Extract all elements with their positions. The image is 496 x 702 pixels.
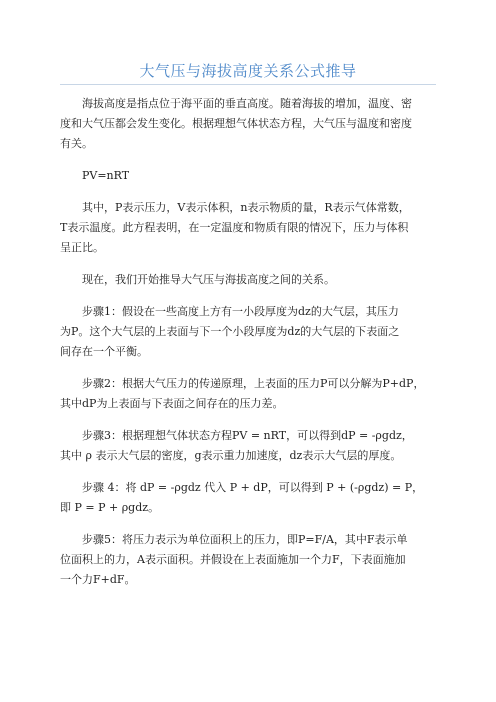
paragraph-start [60,270,440,290]
text-line: 即 P = P + ρgdz。 [60,501,160,514]
paragraph-step-3 [60,426,440,466]
text-line: 步骤1：假设在一些高度上方有一小段厚度为dz的大气层，其压力 [82,305,399,318]
paragraph-variables [60,198,440,258]
text-line: 现在，我们开始推导大气压与海拔高度之间的关系。 [82,273,335,286]
text-line: 步骤2：根据大气压力的传递原理，上表面的压力P可以分解为P+dP， [82,377,425,390]
document-body [60,94,440,602]
text-line: 其中 ρ 表示大气层的密度，g表示重力加速度，dz表示大气层的厚度。 [60,449,402,462]
paragraph-step-4 [60,478,440,518]
paragraph-step-5 [60,530,440,590]
text-line: 一个力F+dF。 [60,573,136,586]
text-line: 间存在一个平衡。 [60,345,148,358]
text-line: 海拔高度是指点位于海平面的垂直高度。随着海拔的增加，温度、密 [82,97,412,110]
text-line: 步骤5：将压力表示为单位面积上的压力，即P=F/A，其中F表示单 [82,533,408,546]
text-line: 位面积上的力，A表示面积。并假设在上表面施加一个力F，下表面施加 [60,553,406,566]
text-line: 步骤3：根据理想气体状态方程PV = nRT，可以得到dP = -ρgdz， [82,429,413,442]
text-line: T表示温度。此方程表明，在一定温度和物质有限的情况下，压力与体积 [60,221,409,234]
text-line: 其中dP为上表面与下表面之间存在的压力差。 [60,397,284,410]
text-line: 步骤 4：将 dP = -ρgdz 代入 P + dP，可以得到 P + (-ρgdz) = P， [82,481,424,494]
text-line: 度和大气压都会发生变化。根据理想气体状态方程，大气压与温度和密度 [60,117,412,130]
paragraph-step-1 [60,302,440,362]
text-line: 呈正比。 [60,241,104,254]
text-line: 其中，P表示压力，V表示体积，n表示物质的量，R表示气体常数， [82,201,410,214]
paragraph-formula [60,166,440,186]
paragraph-step-2 [60,374,440,414]
text-line: 为P。这个大气层的上表面与下一个小段厚度为dz的大气层的下表面之 [60,325,400,338]
formula-line: PV=nRT [82,169,130,182]
text-line: 有关。 [60,137,93,150]
document-title: 大气压与海拔高度关系公式推导 [139,62,357,80]
paragraph-intro [60,94,440,154]
title-divider [60,84,436,85]
